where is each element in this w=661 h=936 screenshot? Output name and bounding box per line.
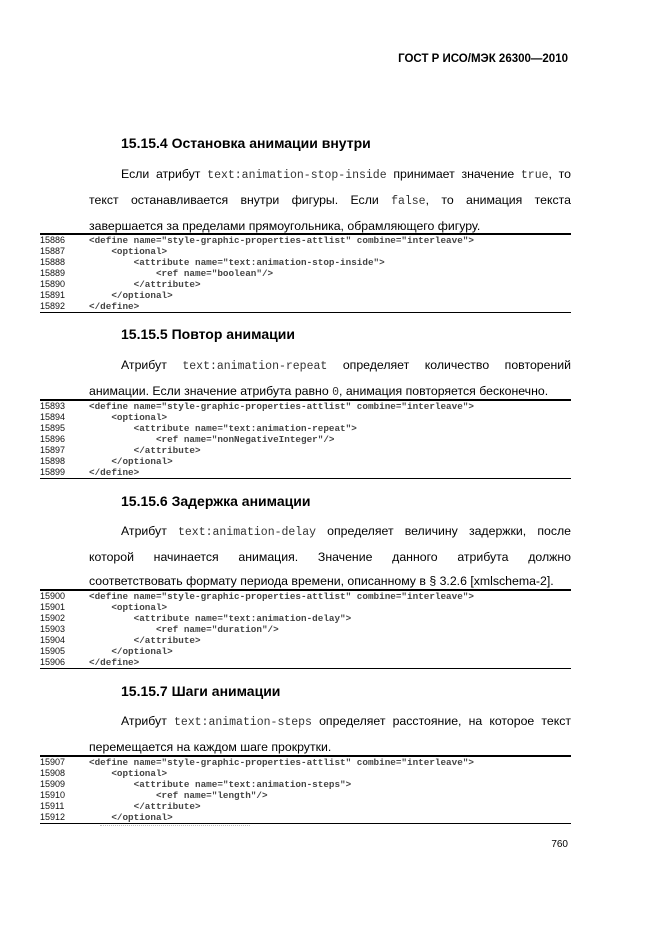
code-line (40, 635, 571, 646)
code-line (40, 624, 571, 635)
code-text: </optional> (89, 812, 173, 823)
line-number: 15906 (40, 657, 66, 667)
code-text: </define> (89, 467, 140, 478)
code-line (40, 235, 571, 246)
code-text: <define name="style-graphic-properties-attlist" combine="interleave"> (89, 235, 474, 246)
code-line (40, 412, 571, 423)
code-text: </optional> (89, 290, 173, 301)
line-number: 15886 (40, 235, 66, 245)
paragraph-line: завершается за пределами прямоугольника, обрамляющего фигуру. (89, 219, 481, 233)
paragraph-line: которой начинается анимация. Значение данного атрибута должно (89, 550, 571, 564)
line-number: 15909 (40, 779, 66, 789)
section-paragraph (89, 353, 571, 405)
code-text: <define name="style-graphic-properties-attlist" combine="interleave"> (89, 401, 474, 412)
code-line (40, 279, 571, 290)
code-block (40, 399, 571, 479)
code-line (40, 301, 571, 312)
code-line (40, 290, 571, 301)
code-text: <attribute name="text:animation-delay"> (89, 613, 352, 624)
code-text: <ref name="nonNegativeInteger"/> (89, 434, 335, 445)
line-number: 15895 (40, 423, 66, 433)
code-block (40, 233, 571, 313)
document-header: ГОСТ Р ИСО/МЭК 26300—2010 (398, 53, 568, 65)
code-text: </attribute> (89, 801, 201, 812)
paragraph-line: Атрибут text:animation-steps определяет расстояние, на которое текст (121, 714, 571, 729)
section-title: 15.15.4 Остановка анимации внутри (121, 135, 371, 151)
code-line (40, 246, 571, 257)
page-number: 760 (551, 839, 568, 850)
code-text: <attribute name="text:animation-stop-inside"> (89, 257, 385, 268)
code-line (40, 613, 571, 624)
paragraph-line: текст останавливается внутри фигуры. Если false, то анимация текста (89, 193, 571, 208)
code-text: <optional> (89, 768, 168, 779)
line-number: 15888 (40, 257, 66, 267)
section-paragraph (89, 519, 571, 593)
code-line (40, 646, 571, 657)
line-number: 15889 (40, 268, 66, 278)
code-text: </optional> (89, 456, 173, 467)
code-line (40, 757, 571, 768)
line-number: 15900 (40, 591, 66, 601)
line-number: 15898 (40, 456, 66, 466)
section-title: 15.15.6 Задержка анимации (121, 493, 311, 509)
line-number: 15910 (40, 790, 66, 800)
line-number: 15903 (40, 624, 66, 634)
code-line (40, 257, 571, 268)
code-line (40, 456, 571, 467)
code-line (40, 801, 571, 812)
line-number: 15907 (40, 757, 66, 767)
code-line (40, 467, 571, 478)
code-text: <attribute name="text:animation-steps"> (89, 779, 352, 790)
paragraph-line: Атрибут text:animation-delay определяет величину задержки, после (121, 524, 571, 539)
paragraph-line: соответствовать формату периода времени, описанному в § 3.2.6 [xmlschema-2]. (89, 574, 554, 588)
section-paragraph (89, 709, 571, 759)
code-text: </attribute> (89, 635, 201, 646)
code-line (40, 790, 571, 801)
line-number: 15901 (40, 602, 66, 612)
line-number: 15896 (40, 434, 66, 444)
line-number: 15897 (40, 445, 66, 455)
code-line (40, 423, 571, 434)
paragraph-line: анимации. Если значение атрибута равно 0, анимация повторяется бесконечно. (89, 384, 549, 399)
line-number: 15887 (40, 246, 66, 256)
code-line (40, 768, 571, 779)
line-number: 15893 (40, 401, 66, 411)
faint-rule (100, 825, 250, 828)
code-text: </optional> (89, 646, 173, 657)
code-text: <attribute name="text:animation-repeat"> (89, 423, 357, 434)
code-line (40, 591, 571, 602)
paragraph-line: Атрибут text:animation-repeat определяет количество повторений (121, 358, 571, 373)
code-line (40, 812, 571, 823)
line-number: 15911 (40, 801, 65, 811)
code-block (40, 589, 571, 669)
code-text: <ref name="length"/> (89, 790, 268, 801)
code-text: <optional> (89, 246, 168, 257)
code-line (40, 268, 571, 279)
section-title: 15.15.5 Повтор анимации (121, 326, 295, 342)
line-number: 15891 (40, 290, 66, 300)
code-line (40, 401, 571, 412)
code-line (40, 657, 571, 668)
code-text: <define name="style-graphic-properties-attlist" combine="interleave"> (89, 591, 474, 602)
code-block (40, 755, 571, 824)
line-number: 15894 (40, 412, 66, 422)
paragraph-line: перемещается на каждом шаге прокрутки. (89, 740, 332, 754)
code-line (40, 434, 571, 445)
code-text: <ref name="boolean"/> (89, 268, 274, 279)
code-line (40, 445, 571, 456)
section-paragraph (89, 162, 571, 238)
line-number: 15890 (40, 279, 66, 289)
line-number: 15912 (40, 812, 66, 822)
paragraph-line: Если атрибут text:animation-stop-inside принимает значение true, то (121, 167, 571, 182)
code-text: </attribute> (89, 445, 201, 456)
line-number: 15904 (40, 635, 66, 645)
line-number: 15902 (40, 613, 66, 623)
line-number: 15905 (40, 646, 66, 656)
code-text: <ref name="duration"/> (89, 624, 279, 635)
line-number: 15892 (40, 301, 66, 311)
code-text: </attribute> (89, 279, 201, 290)
code-text: <optional> (89, 602, 168, 613)
line-number: 15899 (40, 467, 66, 477)
line-number: 15908 (40, 768, 66, 778)
code-text: <define name="style-graphic-properties-attlist" combine="interleave"> (89, 757, 474, 768)
section-title: 15.15.7 Шаги анимации (121, 683, 281, 699)
code-text: <optional> (89, 412, 168, 423)
code-line (40, 602, 571, 613)
code-text: </define> (89, 657, 140, 668)
code-line (40, 779, 571, 790)
code-text: </define> (89, 301, 140, 312)
